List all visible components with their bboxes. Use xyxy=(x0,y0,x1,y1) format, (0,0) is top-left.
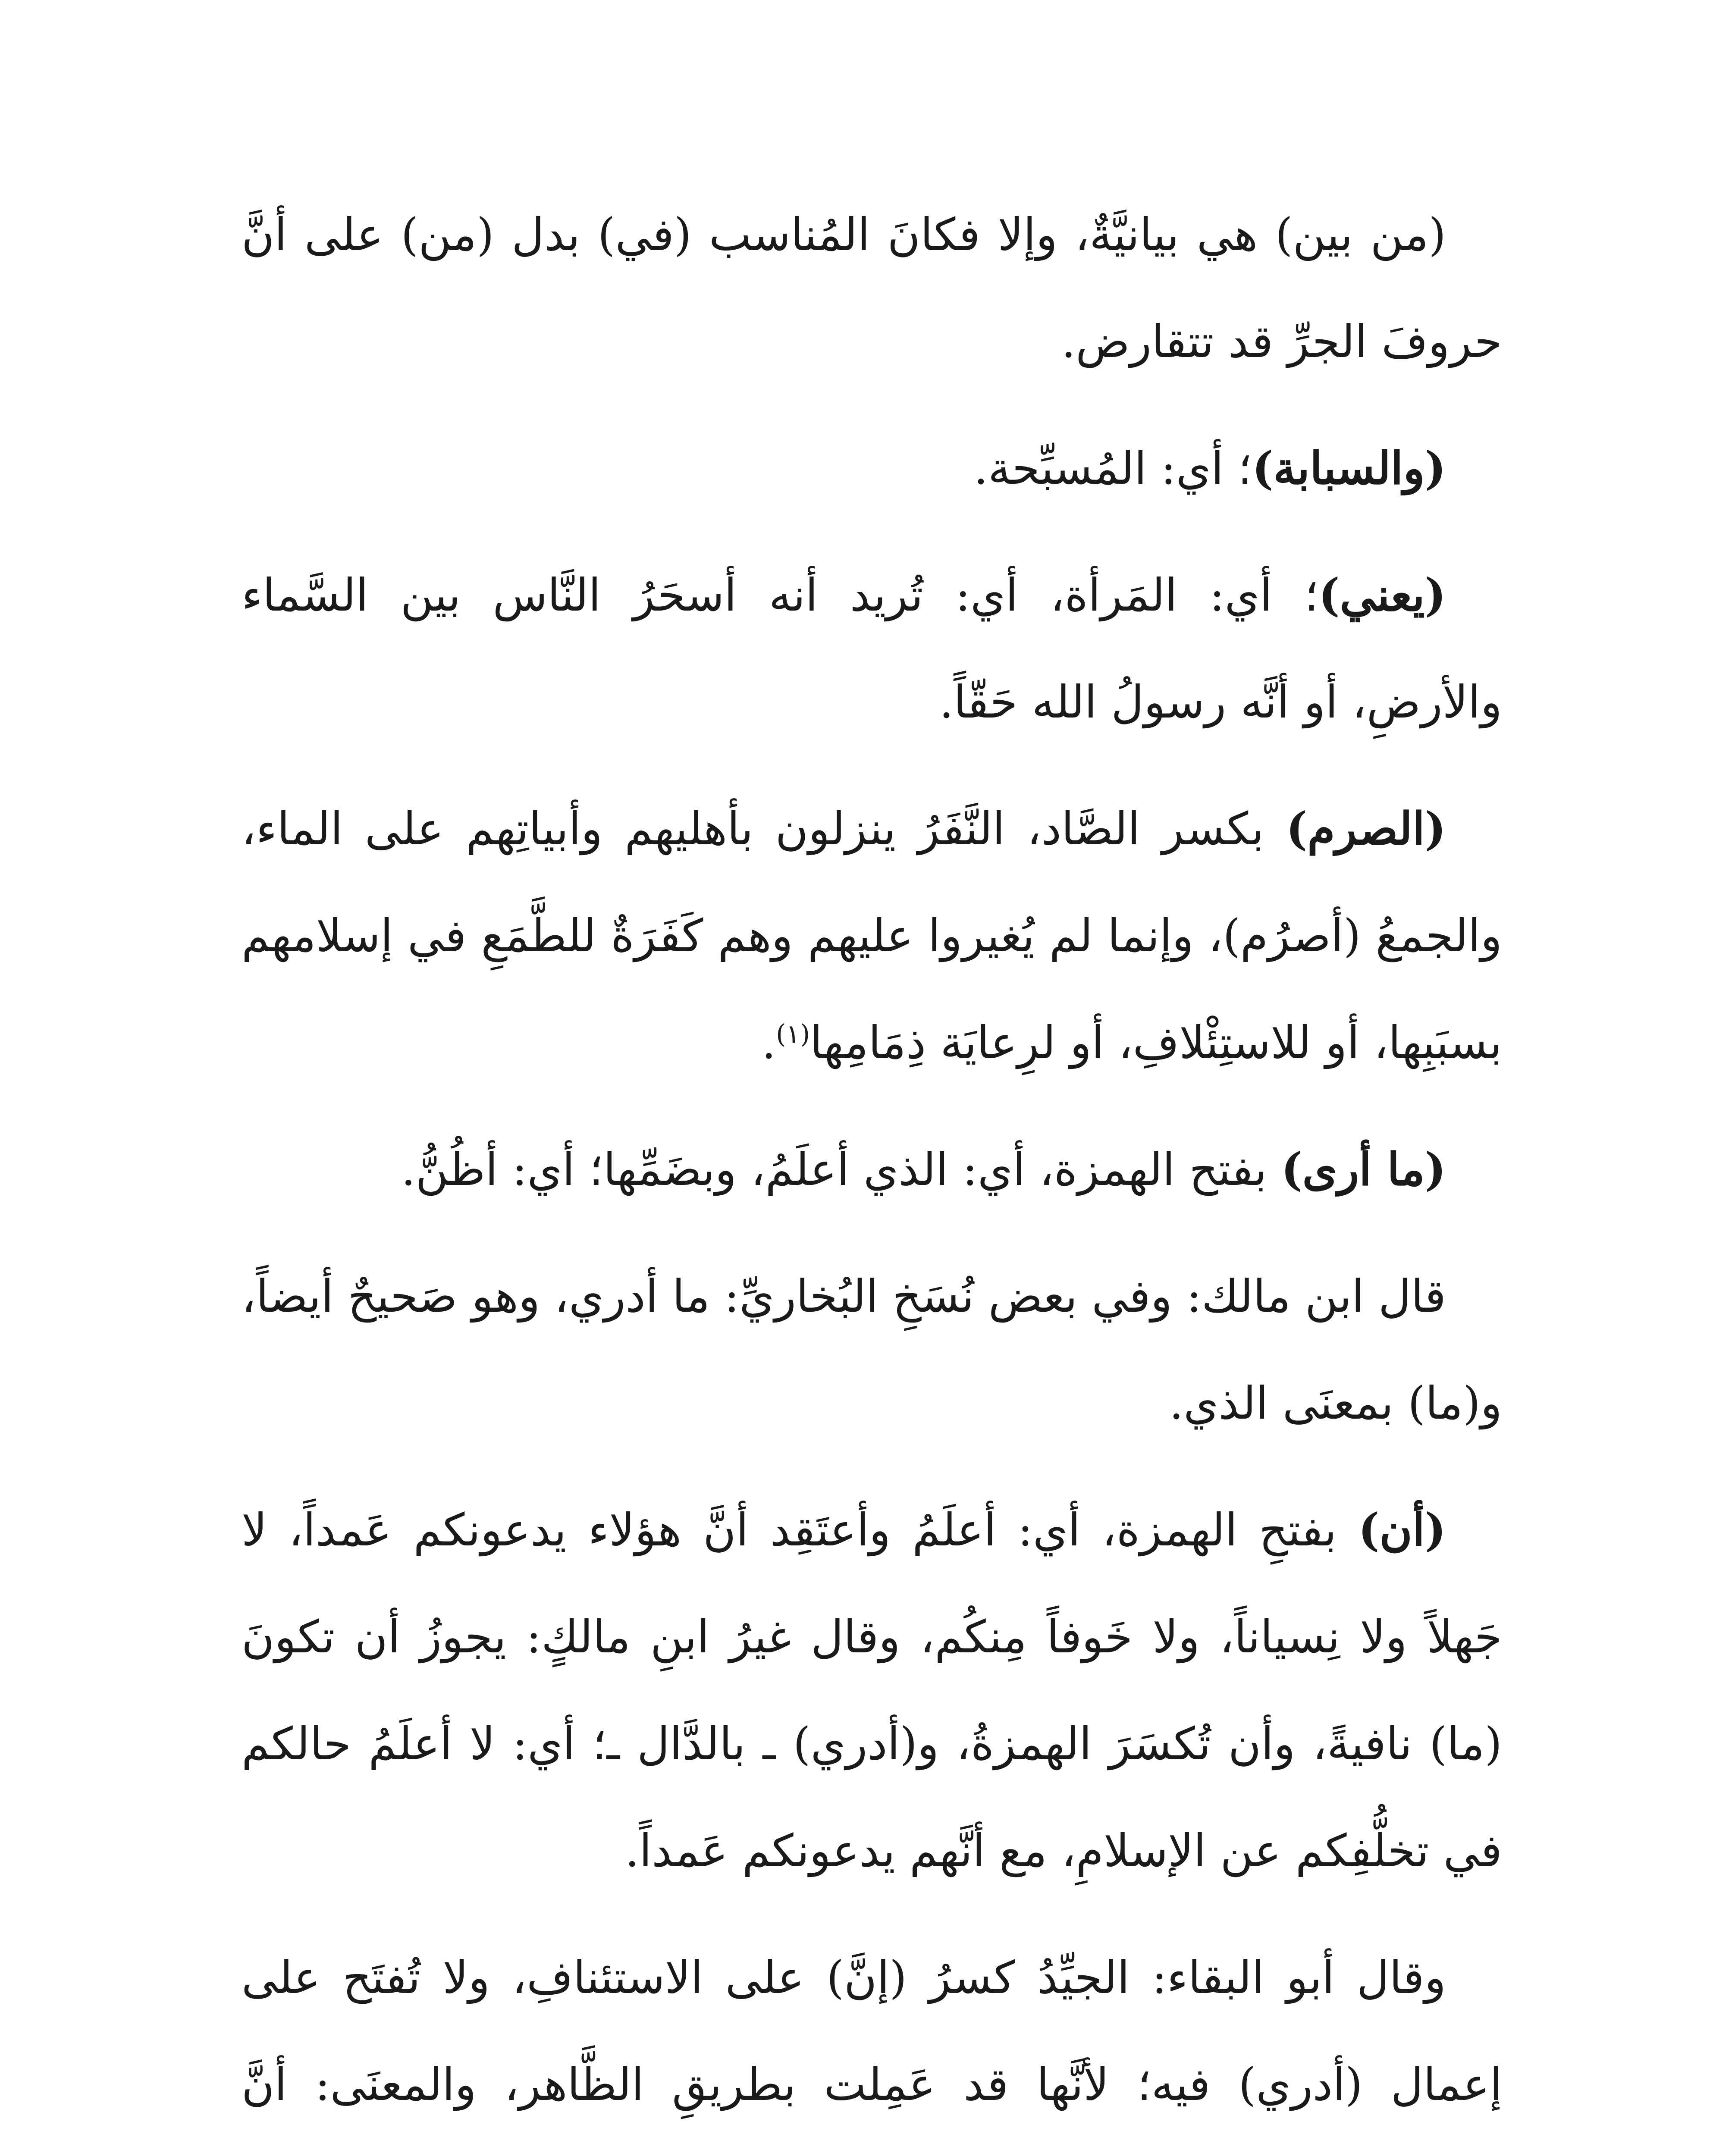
paragraph-5 xyxy=(242,1116,1502,1223)
paragraph-3-text: ؛ أي: المَرأة، أي: تُريد أنه أسحَرُ النَّاس بين السَّماء والأرضِ، أو أنَّه رسولُ الله حَقّاً. xyxy=(242,569,1502,728)
paragraph-5-term: (ما أرى) xyxy=(1281,1143,1446,1196)
paragraph-4 xyxy=(242,775,1502,1096)
paragraph-6-text: قال ابن مالك: وفي بعض نُسَخِ البُخاريِّ: ما أدري، وهو صَحيحٌ أيضاً، و(ما) بمعنَى الذي. xyxy=(242,1270,1502,1429)
paragraph-6 xyxy=(242,1243,1502,1457)
paragraph-3-term: (يعني) xyxy=(1318,568,1446,621)
paragraph-7-text: بفتحِ الهمزة، أي: أعلَمُ وأعتَقِد أنَّ هؤلاء يدعونكم عَمداً، لا جَهلاً ولا نِسياناً، ولا خَوفاً مِنكُم، وقال غيرُ ابنِ مالكٍ: يجوزُ أن تكونَ (ما) نافيةً، وأن تُكسَرَ الهمزةُ، و(أدري) ـ بالدَّال ـ؛ أي: لا أعلَمُ حالكم في تخلُّفِكم عن الإسلامِ، مع أنَّهم يدعونكم عَمداً. xyxy=(242,1504,1502,1877)
paragraph-2 xyxy=(242,415,1502,522)
paragraph-7 xyxy=(242,1476,1502,1904)
paragraph-8-text: وقال أبو البقاء: الجيِّدُ كسرُ (إنَّ) على الاستئنافِ، ولا تُفتَح على إعمال (أدري) فيه؛ لأنَّها قد عَمِلت بطريقِ الظَّاهر، والمعنَى: أنَّ xyxy=(242,1951,1502,2111)
paragraph-3 xyxy=(242,542,1502,755)
paragraph-4-term: (الصرم) xyxy=(1286,802,1446,855)
paragraph-1-text: (من بين) هي بيانيَّةٌ، وإلا فكانَ المُناسب (في) بدل (من) على أنَّ حروفَ الجرِّ قد تتقارض. xyxy=(242,208,1502,368)
main-text xyxy=(242,181,1502,2156)
paragraph-1 xyxy=(242,181,1502,395)
paragraph-7-term: (أن) xyxy=(1358,1503,1446,1556)
paragraph-2-term: (والسبابة) xyxy=(1252,442,1446,495)
paragraph-8 xyxy=(242,1924,1502,2156)
footnote-reference: (١) xyxy=(776,1019,810,1050)
paragraph-5-text: بفتح الهمزة، أي: الذي أعلَمُ، وبضَمِّها؛ أي: أظُنُّ. xyxy=(401,1143,1281,1196)
paragraph-4-end: . xyxy=(762,1016,776,1069)
paragraph-2-text: ؛ أي: المُسبِّحة. xyxy=(973,442,1252,495)
paragraph-4-text: بكسر الصَّاد، النَّفَرُ ينزلون بأهليهم وأبياتِهم على الماء، والجمعُ (أصرُم)، وإنما لم يُغيروا عليهم وهم كَفَرَةٌ للطَّمَعِ في إسلامهم بسبَبِها، أو للاستِئْلافِ، أو لرِعايَة ذِمَامِها xyxy=(242,802,1502,1069)
